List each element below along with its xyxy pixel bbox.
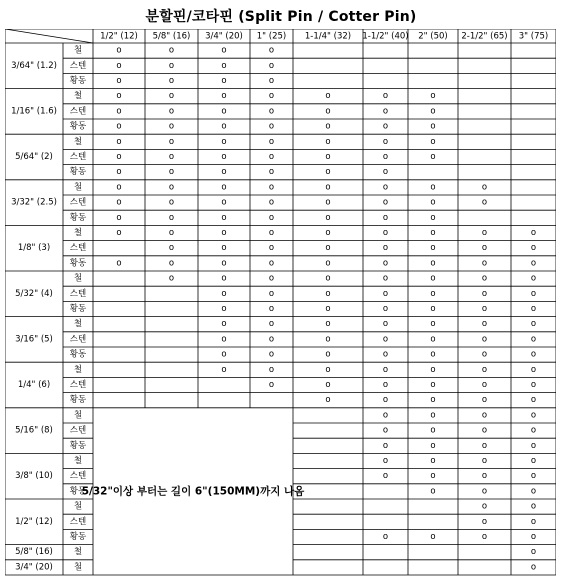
availability-mark: o (530, 501, 537, 512)
availability-mark: o (430, 243, 436, 254)
availability-mark: o (382, 532, 389, 542)
availability-mark: o (382, 228, 389, 238)
availability-mark: o (221, 121, 227, 132)
availability-mark: o (168, 258, 175, 269)
availability-mark: o (168, 167, 175, 178)
availability-mark: o (430, 486, 436, 497)
material-label: 철 (73, 562, 83, 573)
availability-mark: o (530, 243, 537, 254)
availability-mark: o (530, 273, 537, 284)
availability-mark: o (430, 288, 436, 299)
availability-mark: o (430, 349, 436, 360)
availability-mark: o (530, 532, 537, 542)
availability-mark: o (221, 364, 227, 375)
pin-size-label: 3/64" (1.2) (11, 60, 57, 71)
availability-mark: o (382, 410, 389, 421)
pin-size-label: 5/16" (8) (15, 425, 53, 436)
availability-mark: o (530, 380, 537, 390)
availability-mark: o (382, 456, 389, 466)
availability-mark: o (382, 212, 389, 223)
availability-mark: o (530, 334, 537, 345)
availability-mark: o (382, 197, 389, 208)
availability-mark: o (268, 334, 275, 345)
material-label: 황동 (69, 167, 87, 178)
availability-mark: o (430, 471, 436, 482)
availability-mark: o (530, 547, 537, 558)
pin-size-label: 1/4" (6) (17, 380, 51, 390)
header-corner-diagonal (5, 29, 93, 43)
availability-mark: o (430, 106, 436, 117)
availability-mark: o (481, 425, 488, 436)
availability-mark: o (116, 45, 122, 56)
availability-mark: o (168, 243, 175, 254)
availability-mark: o (268, 212, 275, 223)
material-label: 황동 (69, 258, 87, 269)
material-label: 철 (73, 547, 83, 558)
column-header: 1/2" (12) (100, 31, 138, 42)
material-label: 스텐 (69, 425, 87, 436)
column-header: 5/8" (16) (152, 31, 191, 42)
availability-mark: o (325, 197, 331, 208)
material-label: 황동 (69, 532, 87, 542)
material-label: 황동 (69, 349, 87, 360)
availability-mark: o (325, 243, 331, 254)
material-label: 스텐 (69, 288, 87, 299)
availability-mark: o (116, 91, 122, 102)
availability-mark: o (382, 152, 389, 162)
availability-mark: o (268, 364, 275, 375)
availability-mark: o (382, 91, 389, 102)
availability-mark: o (430, 532, 436, 542)
column-header: 1" (25) (256, 31, 287, 42)
availability-mark: o (430, 334, 436, 345)
pin-size-label: 1/8" (3) (17, 243, 51, 254)
material-label: 철 (73, 182, 83, 193)
availability-mark: o (481, 319, 488, 330)
availability-mark: o (116, 197, 122, 208)
availability-mark: o (325, 380, 331, 390)
availability-mark: o (382, 380, 389, 390)
availability-mark: o (430, 121, 436, 132)
availability-mark: o (325, 182, 331, 193)
availability-mark: o (430, 425, 436, 436)
availability-mark: o (430, 212, 436, 223)
availability-mark: o (168, 197, 175, 208)
material-label: 황동 (69, 212, 87, 223)
availability-mark: o (481, 288, 488, 299)
availability-mark: o (481, 410, 488, 421)
material-label: 스텐 (69, 152, 87, 162)
availability-mark: o (530, 562, 537, 573)
availability-mark: o (481, 349, 488, 360)
availability-mark: o (168, 182, 175, 193)
availability-mark: o (530, 440, 537, 451)
availability-mark: o (530, 456, 537, 466)
availability-mark: o (382, 440, 389, 451)
material-label: 철 (73, 364, 83, 375)
availability-mark: o (268, 91, 275, 102)
material-label: 황동 (69, 395, 87, 406)
material-label: 황동 (69, 486, 87, 497)
availability-mark: o (481, 258, 488, 269)
availability-mark: o (221, 288, 227, 299)
availability-mark: o (530, 516, 537, 527)
material-label: 스텐 (69, 197, 87, 208)
availability-mark: o (325, 212, 331, 223)
availability-mark: o (382, 349, 389, 360)
availability-mark: o (268, 136, 275, 147)
pin-size-label: 1/2" (12) (15, 516, 53, 527)
availability-mark: o (382, 395, 389, 406)
availability-mark: o (530, 364, 537, 375)
availability-mark: o (382, 258, 389, 269)
availability-mark: o (221, 45, 227, 56)
availability-mark: o (382, 106, 389, 117)
availability-mark: o (268, 258, 275, 269)
availability-mark: o (481, 501, 488, 512)
availability-mark: o (221, 243, 227, 254)
availability-mark: o (221, 258, 227, 269)
availability-mark: o (268, 228, 275, 238)
availability-mark: o (481, 516, 488, 527)
availability-mark: o (430, 364, 436, 375)
column-header: 2-1/2" (65) (461, 31, 508, 42)
availability-mark: o (168, 76, 175, 86)
availability-mark: o (325, 304, 331, 314)
availability-mark: o (430, 91, 436, 102)
availability-mark: o (430, 228, 436, 238)
availability-mark: o (530, 486, 537, 497)
availability-mark: o (221, 152, 227, 162)
availability-mark: o (168, 121, 175, 132)
availability-mark: o (382, 136, 389, 147)
availability-mark: o (268, 182, 275, 193)
availability-mark: o (268, 380, 275, 390)
pin-size-label: 5/8" (16) (15, 547, 53, 558)
availability-mark: o (481, 228, 488, 238)
availability-mark: o (325, 364, 331, 375)
table-text (11, 32, 548, 573)
availability-mark: o (268, 106, 275, 117)
availability-mark: o (325, 258, 331, 269)
material-label: 철 (73, 91, 83, 102)
availability-mark: o (268, 304, 275, 314)
length-note: 5/32"이상 부터는 길이 6"(150MM)까지 나옴 (81, 485, 305, 498)
column-header: 1-1/4" (32) (304, 31, 352, 42)
availability-mark: o (382, 167, 389, 178)
availability-mark: o (382, 364, 389, 375)
availability-mark: o (382, 334, 389, 345)
availability-mark: o (221, 60, 227, 71)
material-label: 스텐 (69, 243, 87, 254)
pin-size-label: 5/32" (4) (15, 288, 53, 299)
availability-mark: o (481, 334, 488, 345)
availability-mark: o (382, 243, 389, 254)
availability-mark: o (325, 106, 331, 117)
availability-mark: o (530, 258, 537, 269)
availability-mark: o (530, 471, 537, 482)
availability-mark: o (221, 136, 227, 147)
availability-mark: o (116, 212, 122, 223)
availability-mark: o (268, 76, 275, 86)
availability-mark: o (530, 319, 537, 330)
availability-mark: o (116, 136, 122, 147)
availability-mark: o (268, 288, 275, 299)
availability-mark: o (116, 106, 122, 117)
availability-mark: o (325, 91, 331, 102)
availability-mark: o (530, 395, 537, 406)
availability-mark: o (325, 136, 331, 147)
availability-mark: o (382, 273, 389, 284)
availability-mark: o (481, 304, 488, 314)
availability-mark: o (530, 288, 537, 299)
availability-mark: o (168, 152, 175, 162)
availability-mark: o (481, 364, 488, 375)
availability-mark: o (430, 456, 436, 466)
availability-mark: o (221, 212, 227, 223)
availability-mark: o (481, 456, 488, 466)
page-title: 분할핀/코타핀 (Split Pin / Cotter Pin) (145, 9, 417, 25)
availability-mark: o (481, 273, 488, 284)
availability-mark: o (221, 273, 227, 284)
availability-mark: o (530, 410, 537, 421)
material-label: 황동 (69, 121, 87, 132)
availability-mark: o (168, 106, 175, 117)
material-label: 철 (73, 273, 83, 284)
availability-mark: o (430, 410, 436, 421)
availability-mark: o (430, 440, 436, 451)
availability-mark: o (116, 167, 122, 178)
availability-mark: o (116, 121, 122, 132)
material-label: 철 (73, 456, 83, 466)
material-label: 황동 (69, 76, 87, 86)
availability-mark: o (221, 319, 227, 330)
availability-mark: o (325, 319, 331, 330)
material-label: 스텐 (69, 60, 87, 71)
availability-mark: o (221, 167, 227, 178)
availability-mark: o (430, 136, 436, 147)
availability-mark: o (325, 167, 331, 178)
availability-mark: o (325, 273, 331, 284)
availability-mark: o (116, 152, 122, 162)
pin-size-label: 5/64" (2) (15, 152, 53, 162)
material-label: 황동 (69, 440, 87, 451)
availability-mark: o (325, 334, 331, 345)
pin-size-label: 3/8" (10) (15, 471, 53, 482)
availability-mark: o (430, 319, 436, 330)
availability-mark: o (382, 425, 389, 436)
pin-size-label: 3/4" (20) (15, 562, 53, 573)
availability-mark: o (268, 167, 275, 178)
availability-mark: o (382, 182, 389, 193)
availability-mark: o (268, 121, 275, 132)
availability-mark: o (221, 228, 227, 238)
availability-mark: o (382, 121, 389, 132)
availability-mark: o (530, 304, 537, 314)
availability-mark: o (221, 76, 227, 86)
availability-mark: o (382, 304, 389, 314)
material-label: 스텐 (69, 334, 87, 345)
material-label: 황동 (69, 304, 87, 314)
pin-size-label: 3/32" (2.5) (11, 197, 57, 208)
availability-mark: o (221, 334, 227, 345)
availability-mark: o (221, 182, 227, 193)
material-label: 스텐 (69, 471, 87, 482)
availability-mark: o (430, 380, 436, 390)
availability-mark: o (268, 197, 275, 208)
availability-mark: o (221, 91, 227, 102)
availability-mark: o (382, 288, 389, 299)
availability-mark: o (481, 471, 488, 482)
availability-mark: o (325, 228, 331, 238)
availability-mark: o (530, 349, 537, 360)
availability-mark: o (430, 258, 436, 269)
availability-mark: o (430, 304, 436, 314)
availability-mark: o (168, 228, 175, 238)
availability-mark: o (325, 152, 331, 162)
availability-mark: o (168, 273, 175, 284)
pin-size-label: 3/16" (5) (15, 334, 53, 345)
column-header: 3/4" (20) (205, 31, 243, 42)
material-label: 철 (73, 136, 83, 147)
availability-mark: o (168, 212, 175, 223)
material-label: 스텐 (69, 516, 87, 527)
availability-mark: o (481, 197, 488, 208)
availability-mark: o (268, 273, 275, 284)
availability-mark: o (221, 349, 227, 360)
availability-mark: o (268, 60, 275, 71)
availability-mark: o (325, 121, 331, 132)
availability-mark: o (481, 532, 488, 542)
availability-mark: o (430, 152, 436, 162)
availability-mark: o (168, 136, 175, 147)
material-label: 스텐 (69, 380, 87, 390)
availability-mark: o (430, 197, 436, 208)
material-label: 철 (73, 410, 83, 421)
availability-mark: o (481, 440, 488, 451)
availability-mark: o (168, 60, 175, 71)
availability-mark: o (530, 228, 537, 238)
availability-mark: o (430, 273, 436, 284)
column-header: 2" (50) (418, 31, 448, 42)
availability-mark: o (116, 76, 122, 86)
availability-mark: o (168, 91, 175, 102)
availability-table (5, 29, 556, 577)
availability-mark: o (325, 395, 331, 406)
availability-mark: o (268, 243, 275, 254)
availability-mark: o (268, 349, 275, 360)
availability-mark: o (116, 60, 122, 71)
availability-mark: o (268, 45, 275, 56)
availability-mark: o (116, 228, 122, 238)
availability-mark: o (325, 349, 331, 360)
material-label: 철 (73, 501, 83, 512)
material-label: 철 (73, 228, 83, 238)
availability-mark: o (382, 471, 389, 482)
availability-mark: o (530, 425, 537, 436)
availability-mark: o (168, 45, 175, 56)
availability-mark: o (481, 182, 488, 193)
material-label: 철 (73, 45, 83, 56)
availability-mark: o (268, 319, 275, 330)
material-label: 철 (73, 319, 83, 330)
availability-mark: o (221, 106, 227, 117)
availability-mark: o (430, 182, 436, 193)
column-header: 3" (75) (518, 31, 549, 42)
availability-mark: o (430, 395, 436, 406)
material-label: 스텐 (69, 106, 87, 117)
availability-mark: o (382, 319, 389, 330)
column-header: 1-1/2" (40) (362, 31, 409, 42)
availability-mark: o (481, 486, 488, 497)
availability-mark: o (481, 395, 488, 406)
availability-mark: o (481, 380, 488, 390)
availability-mark: o (481, 243, 488, 254)
availability-mark: o (221, 304, 227, 314)
availability-mark: o (116, 182, 122, 193)
pin-size-label: 1/16" (1.6) (11, 106, 57, 117)
availability-mark: o (116, 258, 122, 269)
availability-mark: o (221, 197, 227, 208)
availability-mark: o (325, 288, 331, 299)
availability-mark: o (268, 152, 275, 162)
